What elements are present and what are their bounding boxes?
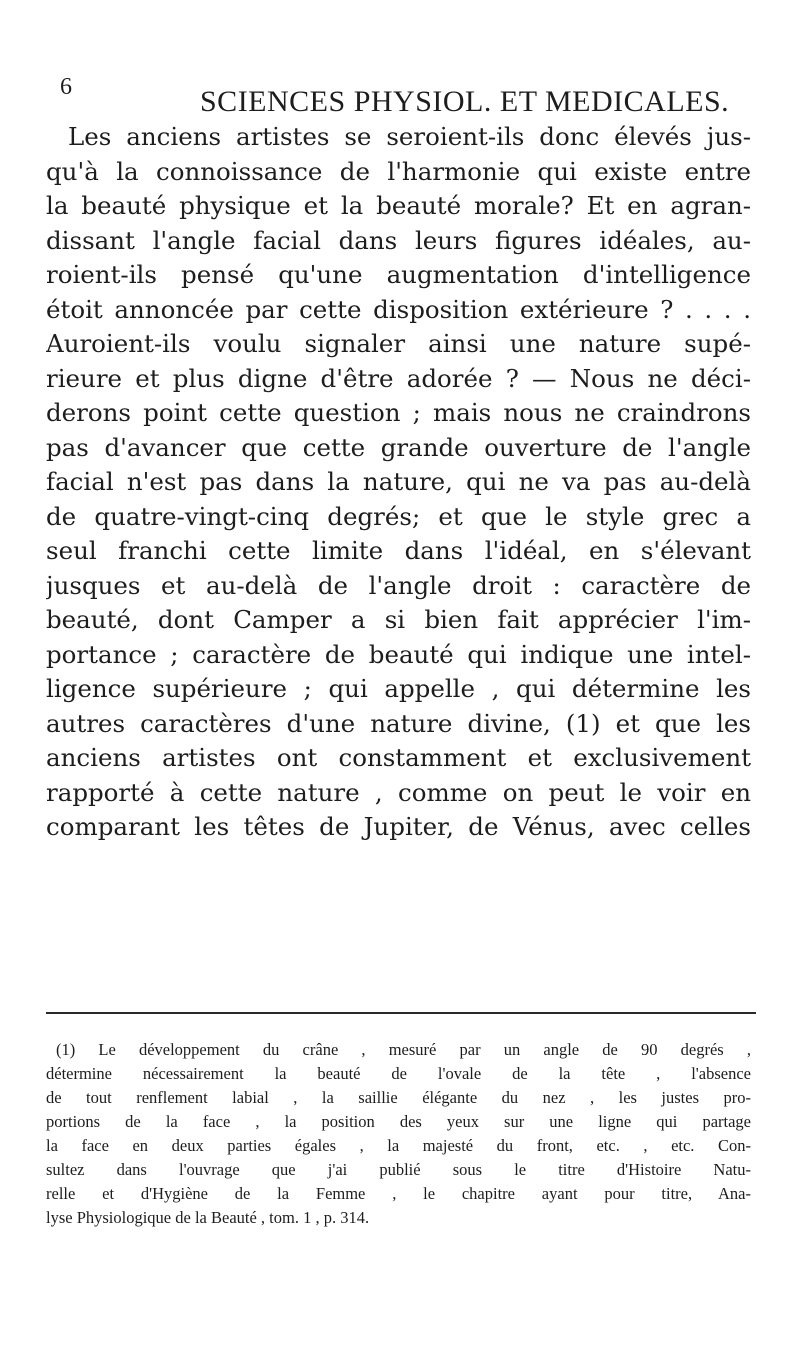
text-line: Les anciens artistes se seroient-ils donc élevés jus- [68, 122, 751, 151]
footnote-line: de tout renflement labial , la saillie élégante du nez , les justes pro- [46, 1088, 751, 1107]
text-line: pas d'avancer que cette grande ouverture de l'angle [46, 432, 751, 462]
text-line: portance ; caractère de beauté qui indique une intel- [46, 639, 751, 669]
footnote-line: (1) Le développement du crâne , mesuré par un angle de 90 degrés , [56, 1040, 751, 1059]
text-line: facial n'est pas dans la nature, qui ne va pas au-delà [46, 467, 751, 496]
text-line: anciens artistes ont constamment et exclusivement [46, 743, 751, 772]
text-line: seul franchi cette limite dans l'idéal, en s'élevant [46, 536, 751, 565]
footnote-line: relle et d'Hygiène de la Femme , le chapitre ayant pour titre, Ana- [46, 1184, 751, 1203]
text-line: de quatre-vingt-cinq degrés; et que le style grec a [46, 501, 751, 531]
footnote-line: portions de la face , la position des yeux sur une ligne qui partage [46, 1112, 751, 1131]
running-head: SCIENCES PHYSIOL. ET MEDICALES. [200, 85, 730, 118]
text-line: qu'à la connoissance de l'harmonie qui existe entre [46, 156, 751, 186]
footnote-line: sultez dans l'ouvrage que j'ai publié sous le titre d'Histoire Natu- [46, 1160, 751, 1179]
text-line: roient-ils pensé qu'une augmentation d'intelligence [46, 260, 751, 289]
footnote [46, 1038, 751, 1230]
footnote-line: lyse Physiologique de la Beauté , tom. 1 , p. 314. [46, 1208, 370, 1227]
text-line: ligence supérieure ; qui appelle , qui détermine les [46, 674, 751, 703]
text-line: jusques et au-delà de l'angle droit : caractère de [46, 570, 751, 600]
text-line: comparant les têtes de Jupiter, de Vénus, avec celles [46, 812, 751, 841]
text-line: rapporté à cette nature , comme on peut le voir en [46, 777, 751, 807]
page-header [60, 74, 760, 118]
footnote-separator [46, 1012, 756, 1014]
text-line: derons point cette question ; mais nous ne craindrons [46, 398, 751, 427]
page-number: 6 [60, 74, 72, 100]
text-line: autres caractères d'une nature divine, (1) et que les [46, 708, 751, 738]
text-line: beauté, dont Camper a si bien fait apprécier l'im- [46, 605, 751, 634]
main-text [46, 120, 751, 845]
text-line: Auroient-ils voulu signaler ainsi une nature supé- [46, 329, 751, 358]
text-line: la beauté physique et la beauté morale? Et en agran- [46, 191, 751, 220]
text-line: étoit annoncée par cette disposition extérieure ? . . . . [46, 294, 751, 324]
text-line: rieure et plus digne d'être adorée ? — Nous ne déci- [46, 363, 751, 393]
text-line: dissant l'angle facial dans leurs figures idéales, au- [46, 225, 751, 255]
footnote-line: détermine nécessairement la beauté de l'ovale de la tête , l'absence [46, 1064, 751, 1083]
footnote-line: la face en deux parties égales , la majesté du front, etc. , etc. Con- [46, 1136, 751, 1155]
